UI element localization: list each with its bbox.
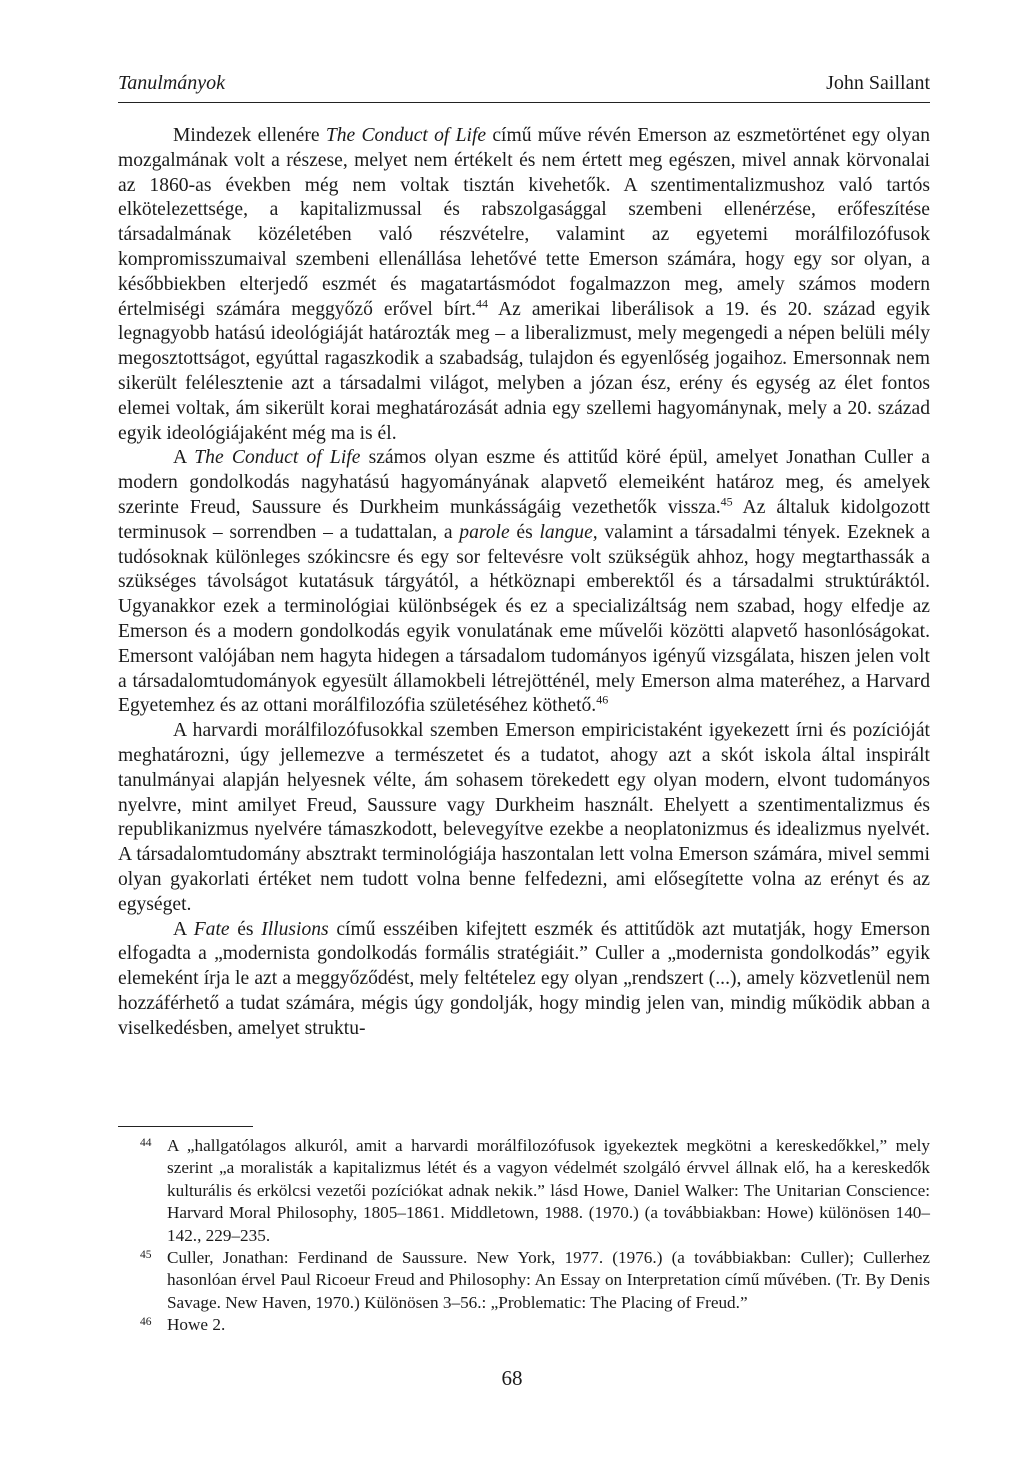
italic-text: Illusions [261, 918, 329, 940]
footnote-rule [118, 1126, 253, 1127]
footnote-ref: 44 [476, 296, 489, 311]
italic-text: The Conduct of Life [194, 447, 361, 469]
text-run: és [509, 521, 540, 543]
text-run: A harvardi morálfilozófusokkal szemben Emerson empiricistaként igyekezett írni és pozícióját meghatározni, úgy jellemezve a természetet és a tudatot, ahogy azt a skót iskola által inspirált tanulmányai alapján helyesnek vélte, ám sohasem törekedett egy olyan modern, elvont tudományos nyelvre, mint amilyet Freud, Saussure vagy Durkheim használt. Ehelyett a szentimentalizmus és republikanizmus nyelvére támaszkodott, belevegyítve ezekbe a neoplatonizmus és idealizmus nyelvét. A társadalomtudomány absztrakt terminológiája haszontalan lett volna Emerson számára, mivel semmi olyan gyakorlati értéket nem tudott volna benne felfedezni, ami elősegítette volna az erényt és az egységet. [118, 720, 930, 915]
page-number: 68 [501, 1366, 523, 1390]
paragraph [118, 124, 930, 446]
text-run: Az amerikai liberálisok a 19. és 20. század egyik legnagyobb hatású ideológiáját határozták meg – a liberalizmust, mely megengedi a népen belüli mély megosztottságot, egyúttal ragaszkodik a szabadság, tulajdon és egyenlőség jogaihoz. Emersonnak nem sikerült felélesztenie azt a társadalmi világot, melyben a józan ész, erény és egység az élet fontos elemei voltak, ám sikerült korai meghatározását adnia egy szellemi hagyománynak, mely a 20. század egyik ideológiájaként még ma is él. [118, 298, 930, 444]
italic-text: parole [459, 521, 510, 543]
text-run: A [173, 918, 194, 940]
paragraph [118, 918, 930, 1042]
section-label: Tanulmányok [118, 72, 226, 94]
text-run: Az általuk kidolgozott terminusok – sorrendben – a tudattalan, a [118, 496, 930, 543]
italic-text: The Conduct of Life [325, 125, 487, 146]
body-text [118, 124, 930, 1041]
footnote-text: Culler, Jonathan: Ferdinand de Saussure. New York, 1977. (1976.) (a továbbiakban: Culler); Cullerhez hasonlóan érvel Paul Ricoeur Freud and Philosophy: An Essay on Interpretation című művében. (Tr. By Denis Savage. New Haven, 1970.) Különösen 3–56.: „Problematic: The Placing of Freud.” [167, 1248, 930, 1312]
text-run: című esszéiben kifejtett eszmék és attitűdök azt mutatják, hogy Emerson elfogadta a „modernista gondolkodás formális stratégiáit.” Culler a „modernista gondolkodás” egyik elemeként írja le azt a meggyőződést, mely feltételez egy olyan „rendszert (...), amely közvetlenül nem hozzáférhető a tudat számára, mégis úgy gondolják, hogy mindig jelen van, mindig működik abban a viselkedésben, amelyet struktu- [118, 918, 930, 1039]
footnote-number: 46 [140, 1316, 152, 1329]
footnote [118, 1135, 930, 1247]
italic-text: Fate [193, 918, 230, 940]
footnote-text: Howe 2. [167, 1315, 226, 1335]
footnote-number: 45 [140, 1249, 152, 1262]
footnote-number: 44 [140, 1137, 152, 1149]
footnote-ref: 45 [720, 494, 733, 509]
footnotes [118, 1135, 930, 1337]
running-header [118, 70, 930, 103]
footnote [118, 1247, 930, 1314]
text-run: Mindezek ellenére [173, 125, 326, 146]
paragraph [118, 719, 930, 917]
author-name: John Saillant [826, 72, 930, 94]
footnote-ref: 46 [596, 692, 609, 707]
footnote-text: A „hallgatólagos alkuról, amit a harvardi morálfilozófusok igyekeztek megkötni a kereskedőkkel,” mely szerint „a moralisták a kapitalizmus létét és a vagyon védelmét szolgáló érvvel állnak elő, ha a kereskedők kulturális és erkölcsi vezetői pozíciókat adnak nekik.” lásd Howe, Daniel Walker: The Unitarian Conscience: Harvard Moral Philosophy, 1805–1861. Middletown, 1988. (1970.) (a továbbiakban: Howe) különösen 140–142., 229–235. [167, 1136, 930, 1245]
text-run: valamint a társadalmi tények. Ezeknek a tudósoknak különleges szókincsre és egy sor feltevésre volt szükségük ahhoz, hogy megtarthassák a szükséges távolságot kutatásuk tárgyától, a hétköznapi emberektől és a társadalmi struktúráktól. Ugyanakkor ezek a terminológiai különbségek és ez a specializáltság nem szabad, hogy elfedje az Emerson és a modern gondolkodás egyik vonulatának eme művelői közötti alapvető hasonlóságokat. Emersont valójában nem hagyta hidegen a társadalom tudományos igényű vizsgálata, hiszen jelen volt a társadalomtudományok egyesült államokbeli létrejötténél, mely Emerson alma materéhez, a Harvard Egyetemhez és az ottani morálfilozófia születéséhez köthető. [118, 521, 931, 717]
paragraph [118, 446, 930, 719]
footnote [118, 1314, 930, 1336]
text-run: A [173, 447, 195, 469]
text-run: számos olyan eszme és attitűd köré épül, amelyet Jonathan Culler a modern gondolkodás nagyhatású hagyományának alapvető elemeiként határoz meg, és amelyek szerinte Freud, Saussure és Durkheim munkásságáig vezethetők vissza. [118, 447, 930, 518]
text-run: és [229, 918, 262, 940]
italic-text: langue, [539, 521, 598, 543]
text-run: című műve révén Emerson az eszmetörténet egy olyan mozgalmának volt a részese, melyet nem értékelt és nem értett meg egészen, mivel annak körvonalai az 1860-as években még nem voltak tisztán kivehetők. A szentimentalizmushoz való tartós elkötelezettsége, a kapitalizmussal és rabszolgasággal szembeni ellenérzése, erőfeszítése társadalmának közéletében való részvételre, valamint az egyetemi morálfilozófusok kompromisszumaival szembeni ellenállása lehetővé tette Emerson számára, hogy egy sor olyan, a későbbiekben elterjedő eszmét és magatartásmódot fogalmazzon meg, amely számos modern értelmiségi számára meggyőző erővel bírt. [118, 125, 930, 320]
